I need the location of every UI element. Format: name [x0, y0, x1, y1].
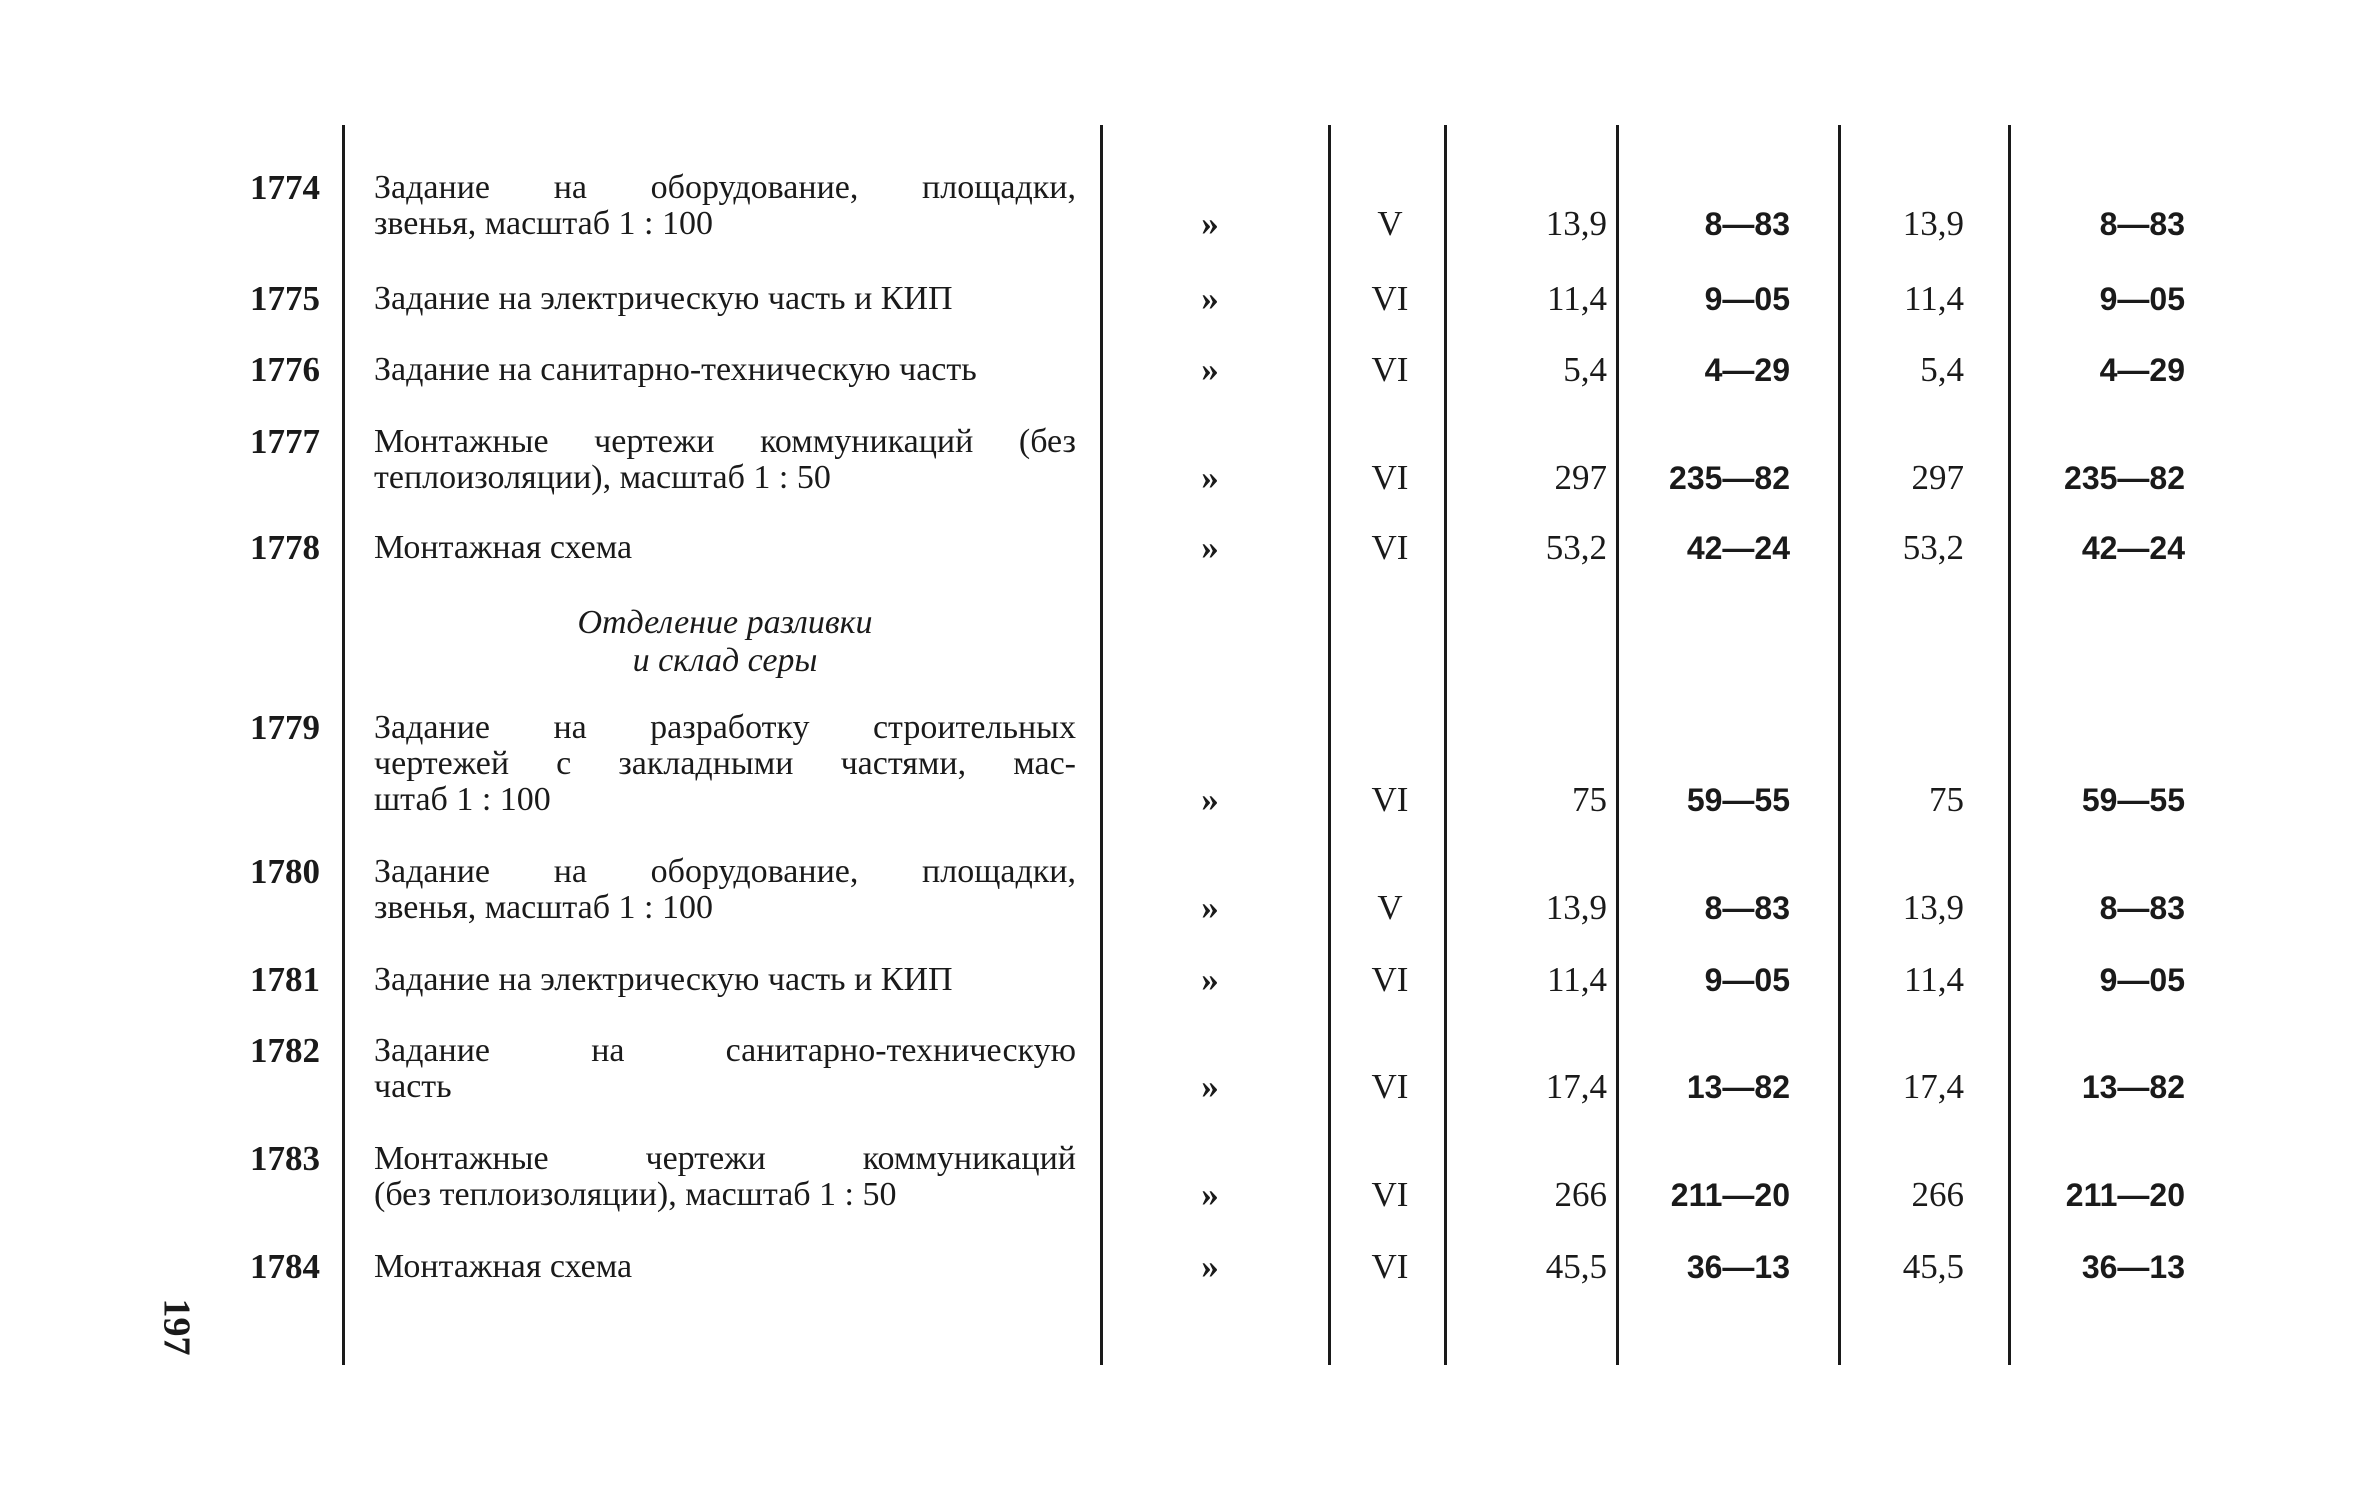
value2-cell: 5,4: [1920, 350, 1964, 389]
value1-cell: 13,9: [1545, 204, 1607, 243]
row-description: [374, 530, 1076, 566]
value1-cell: 5,4: [1563, 350, 1607, 389]
ditto-mark: »: [1201, 1067, 1219, 1106]
price2-cell: 235—82: [2064, 460, 2185, 496]
price1-cell: 211—20: [1670, 1177, 1790, 1213]
page-number: 197: [155, 1298, 198, 1356]
description-line: Задание на оборудование, площадки,: [374, 853, 1076, 890]
description-line: Задание на санитарно-техническую часть: [374, 351, 977, 388]
row-number: 1779: [250, 708, 320, 747]
column-rule-description: [1100, 125, 1103, 1365]
row-description: [374, 170, 1076, 242]
ditto-mark: »: [1201, 888, 1219, 927]
description-line: Монтажные чертежи коммуникаций (без: [374, 423, 1076, 460]
ditto-mark: »: [1201, 204, 1219, 243]
description-line: Задание на электрическую часть и КИП: [374, 280, 953, 317]
ditto-mark: »: [1201, 528, 1219, 567]
row-description: [374, 1249, 1076, 1285]
price2-cell: 59—55: [2081, 782, 2185, 818]
category-cell: VI: [1371, 279, 1409, 318]
description-line: Монтажные чертежи коммуникаций: [374, 1140, 1076, 1177]
ditto-mark: »: [1201, 1247, 1219, 1286]
column-rule-price1: [1838, 125, 1841, 1365]
row-number: 1778: [250, 528, 320, 567]
section-heading-line: Отделение разливки: [577, 604, 873, 641]
value1-cell: 75: [1572, 780, 1607, 819]
row-number: 1774: [250, 168, 320, 207]
value1-cell: 11,4: [1547, 279, 1607, 318]
description-line: чертежей с закладными частями, мас-: [374, 745, 1076, 782]
row-description: [374, 1033, 1076, 1105]
category-cell: VI: [1371, 960, 1409, 999]
category-cell: V: [1377, 204, 1403, 243]
ditto-mark: »: [1201, 350, 1219, 389]
value1-cell: 17,4: [1545, 1067, 1607, 1106]
price1-cell: 8—83: [1704, 206, 1790, 242]
description-line: Задание на санитарно-техническую: [374, 1032, 1076, 1069]
value2-cell: 45,5: [1902, 1247, 1964, 1286]
description-line: Монтажная схема: [374, 529, 633, 566]
column-rule-number: [342, 125, 345, 1365]
value1-cell: 11,4: [1547, 960, 1607, 999]
price1-cell: 13—82: [1686, 1069, 1790, 1105]
row-number: 1782: [250, 1031, 320, 1070]
category-cell: VI: [1371, 1067, 1409, 1106]
row-description: [374, 352, 1076, 388]
price2-cell: 13—82: [2081, 1069, 2185, 1105]
price2-cell: 211—20: [2065, 1177, 2185, 1213]
ditto-mark: »: [1201, 780, 1219, 819]
value1-cell: 297: [1554, 458, 1607, 497]
row-description: [374, 281, 1076, 317]
value1-cell: 13,9: [1545, 888, 1607, 927]
description-line: Задание на электрическую часть и КИП: [374, 961, 953, 998]
row-description: [374, 854, 1076, 926]
section-heading-line: и склад серы: [632, 642, 818, 679]
price1-cell: 9—05: [1704, 281, 1790, 317]
section-heading: [374, 604, 1076, 680]
value2-cell: 53,2: [1902, 528, 1964, 567]
price1-cell: 9—05: [1704, 962, 1790, 998]
ditto-mark: »: [1201, 960, 1219, 999]
description-line: штаб 1 : 100: [374, 781, 551, 818]
value1-cell: 266: [1554, 1175, 1607, 1214]
row-description: [374, 424, 1076, 496]
row-number: 1780: [250, 852, 320, 891]
price2-cell: 42—24: [2081, 530, 2185, 566]
category-cell: VI: [1371, 1247, 1409, 1286]
price1-cell: 59—55: [1686, 782, 1790, 818]
column-rule-value2: [2008, 125, 2011, 1365]
category-cell: V: [1377, 888, 1403, 927]
ditto-mark: »: [1201, 279, 1219, 318]
price1-cell: 8—83: [1704, 890, 1790, 926]
description-line: часть: [374, 1068, 452, 1105]
description-line: Задание на разработку строительных: [374, 709, 1076, 746]
price2-cell: 36—13: [2081, 1249, 2185, 1285]
category-cell: VI: [1371, 528, 1409, 567]
description-line: Монтажная схема: [374, 1248, 633, 1285]
description-line: теплоизоляции), масштаб 1 : 50: [374, 459, 831, 496]
price2-cell: 8—83: [2099, 206, 2185, 242]
row-number: 1781: [250, 960, 320, 999]
value1-cell: 53,2: [1545, 528, 1607, 567]
price2-cell: 9—05: [2099, 281, 2185, 317]
row-description: [374, 962, 1076, 998]
value2-cell: 297: [1911, 458, 1964, 497]
value2-cell: 11,4: [1904, 960, 1964, 999]
row-description: [374, 710, 1076, 818]
row-number: 1777: [250, 422, 320, 461]
category-cell: VI: [1371, 1175, 1409, 1214]
category-cell: VI: [1371, 780, 1409, 819]
description-line: Задание на оборудование, площадки,: [374, 169, 1076, 206]
row-number: 1775: [250, 279, 320, 318]
price2-cell: 9—05: [2099, 962, 2185, 998]
category-cell: VI: [1371, 350, 1409, 389]
row-number: 1776: [250, 350, 320, 389]
price2-cell: 8—83: [2099, 890, 2185, 926]
value2-cell: 11,4: [1904, 279, 1964, 318]
description-line: звенья, масштаб 1 : 100: [374, 889, 713, 926]
ditto-mark: »: [1201, 1175, 1219, 1214]
ditto-mark: »: [1201, 458, 1219, 497]
value1-cell: 45,5: [1545, 1247, 1607, 1286]
value2-cell: 13,9: [1902, 204, 1964, 243]
price1-cell: 4—29: [1704, 352, 1790, 388]
value2-cell: 266: [1911, 1175, 1964, 1214]
column-rule-value1: [1616, 125, 1619, 1365]
description-line: звенья, масштаб 1 : 100: [374, 205, 713, 242]
price1-cell: 42—24: [1686, 530, 1790, 566]
price1-cell: 235—82: [1669, 460, 1790, 496]
row-number: 1784: [250, 1247, 320, 1286]
row-number: 1783: [250, 1139, 320, 1178]
value2-cell: 75: [1929, 780, 1964, 819]
description-line: (без теплоизоляции), масштаб 1 : 50: [374, 1176, 897, 1213]
row-description: [374, 1141, 1076, 1213]
price1-cell: 36—13: [1686, 1249, 1790, 1285]
value2-cell: 17,4: [1902, 1067, 1964, 1106]
price2-cell: 4—29: [2099, 352, 2185, 388]
category-cell: VI: [1371, 458, 1409, 497]
value2-cell: 13,9: [1902, 888, 1964, 927]
